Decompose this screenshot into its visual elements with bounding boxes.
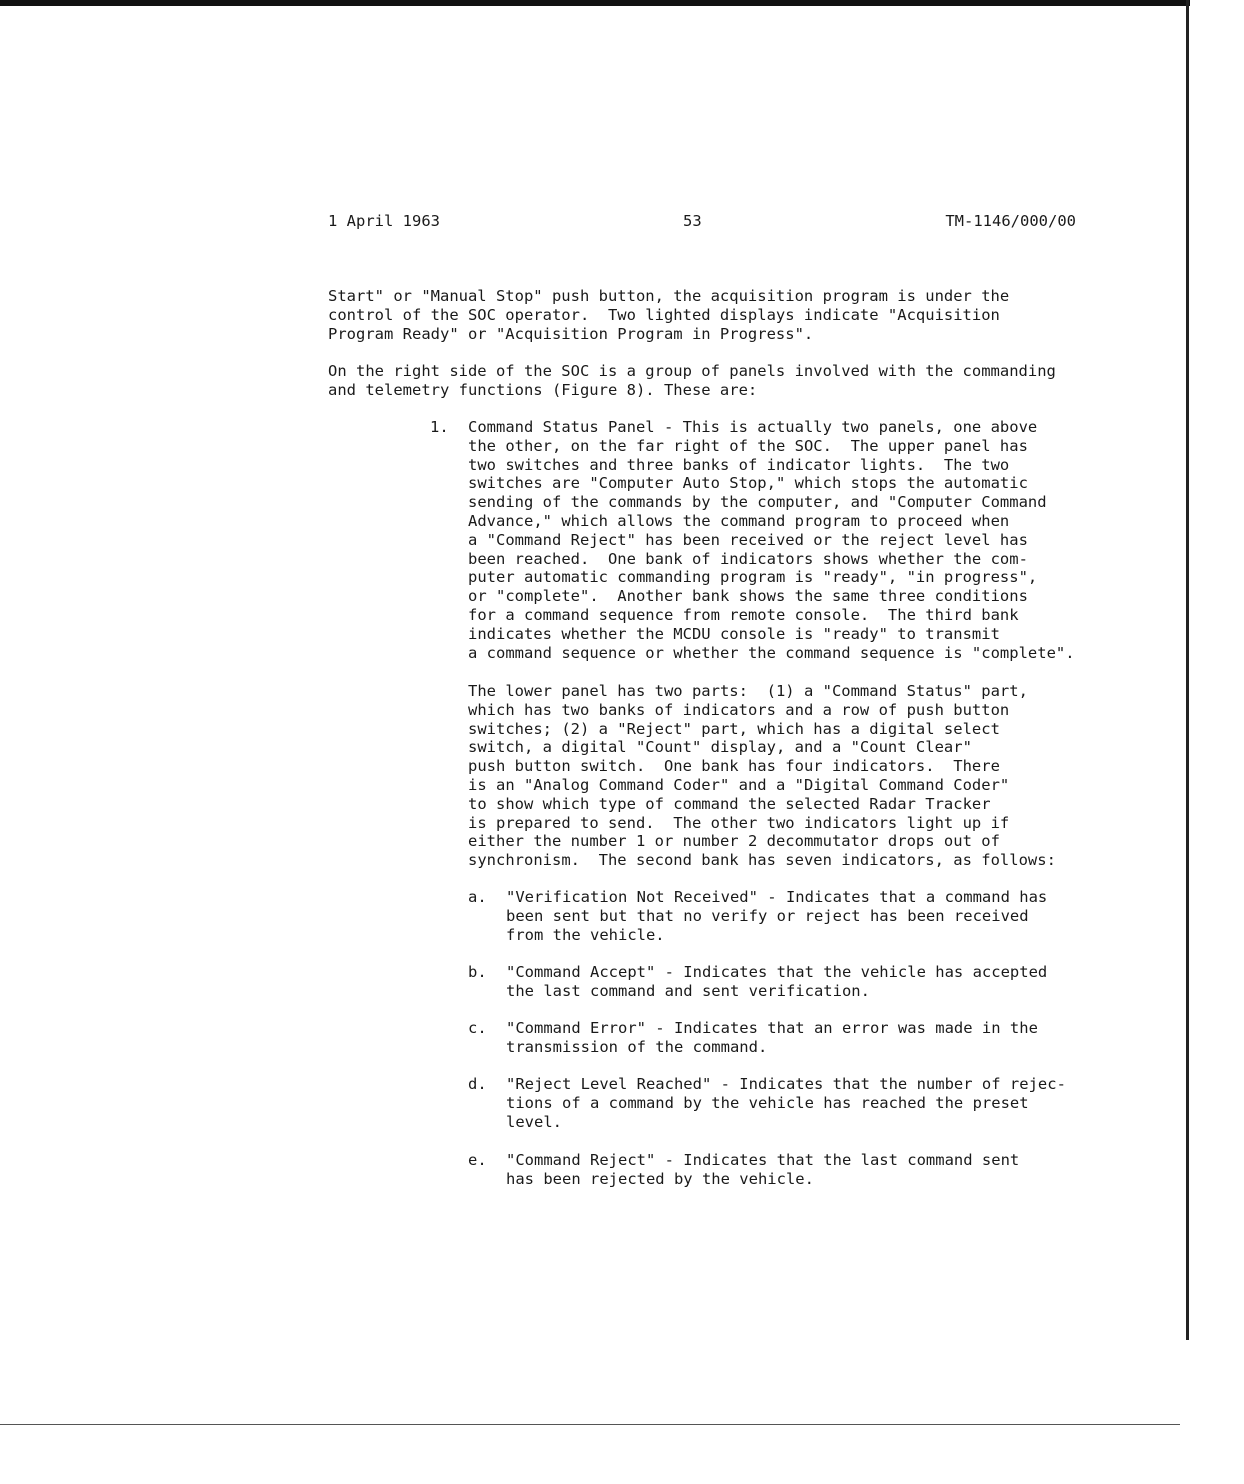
scan-border-right: [1186, 0, 1189, 1340]
header-document-id: TM-1146/000/00: [945, 212, 1076, 230]
paragraph-lower-panel: The lower panel has two parts: (1) a "Command Status" part, which has two banks of indicators and a row of push button switches; (2) a "Reject" part, which has a digital select switch, a digital "Count" display, and a "Count Clear" push button switch. One bank has four indicators. There is an "Analog Command Coder" and a "Digital Command Coder" to show which type of command the selected Radar Tracker is prepared to send. The other two indicators light up if either the number 1 or number 2 decommutator drops out of synchronism. The second bank has seven indicators, as follows:: [468, 682, 1056, 870]
subitem-verification-not-received: "Verification Not Received" - Indicates that a command has been sent but that no verify or reject has been received from the vehicle.: [506, 888, 1048, 944]
subitem-label: b.: [468, 963, 487, 981]
list-item-number: 1.: [430, 418, 449, 436]
header-page-number: 53: [683, 212, 702, 230]
paragraph-right-side-panels: On the right side of the SOC is a group of panels involved with the commanding and telemetry functions (Figure 8). These are:: [328, 362, 1056, 399]
header-date: 1 April 1963: [328, 212, 440, 230]
subitem-label: d.: [468, 1075, 487, 1093]
subitem-label: e.: [468, 1151, 487, 1169]
scan-border-top: [0, 0, 1190, 6]
subitem-command-error: "Command Error" - Indicates that an error was made in the transmission of the command.: [506, 1019, 1038, 1056]
subitem-label: c.: [468, 1019, 487, 1037]
list-item-command-status-panel: Command Status Panel - This is actually two panels, one above the other, on the far right of the SOC. The upper panel has two switches and three banks of indicator lights. The two switches are "Computer Auto Stop," which stops the automatic sending of the commands by the computer, and "Computer Command Advance," which allows the command program to proceed when a "Command Reject" has been received or the reject level has been reached. One bank of indicators shows whether the com- puter automatic commanding program is "ready", "in progress", or "complete". Another bank shows the same three conditions for a command sequence from remote console. The third bank indicates whether the MCDU console is "ready" to transmit a command sequence or whether the command sequence is "complete".: [468, 418, 1075, 662]
subitem-reject-level-reached: "Reject Level Reached" - Indicates that the number of rejec- tions of a command by the vehicle has reached the preset level.: [506, 1075, 1066, 1131]
scan-border-bottom: [0, 1424, 1180, 1425]
subitem-command-accept: "Command Accept" - Indicates that the vehicle has accepted the last command and sent verification.: [506, 963, 1048, 1000]
paragraph-acquisition-control: Start" or "Manual Stop" push button, the acquisition program is under the control of the SOC operator. Two lighted displays indicate "Acquisition Program Ready" or "Acquisition Program in Progress".: [328, 287, 1010, 343]
subitem-command-reject: "Command Reject" - Indicates that the last command sent has been rejected by the vehicle.: [506, 1151, 1020, 1188]
subitem-label: a.: [468, 888, 487, 906]
page-header: [328, 212, 1076, 234]
